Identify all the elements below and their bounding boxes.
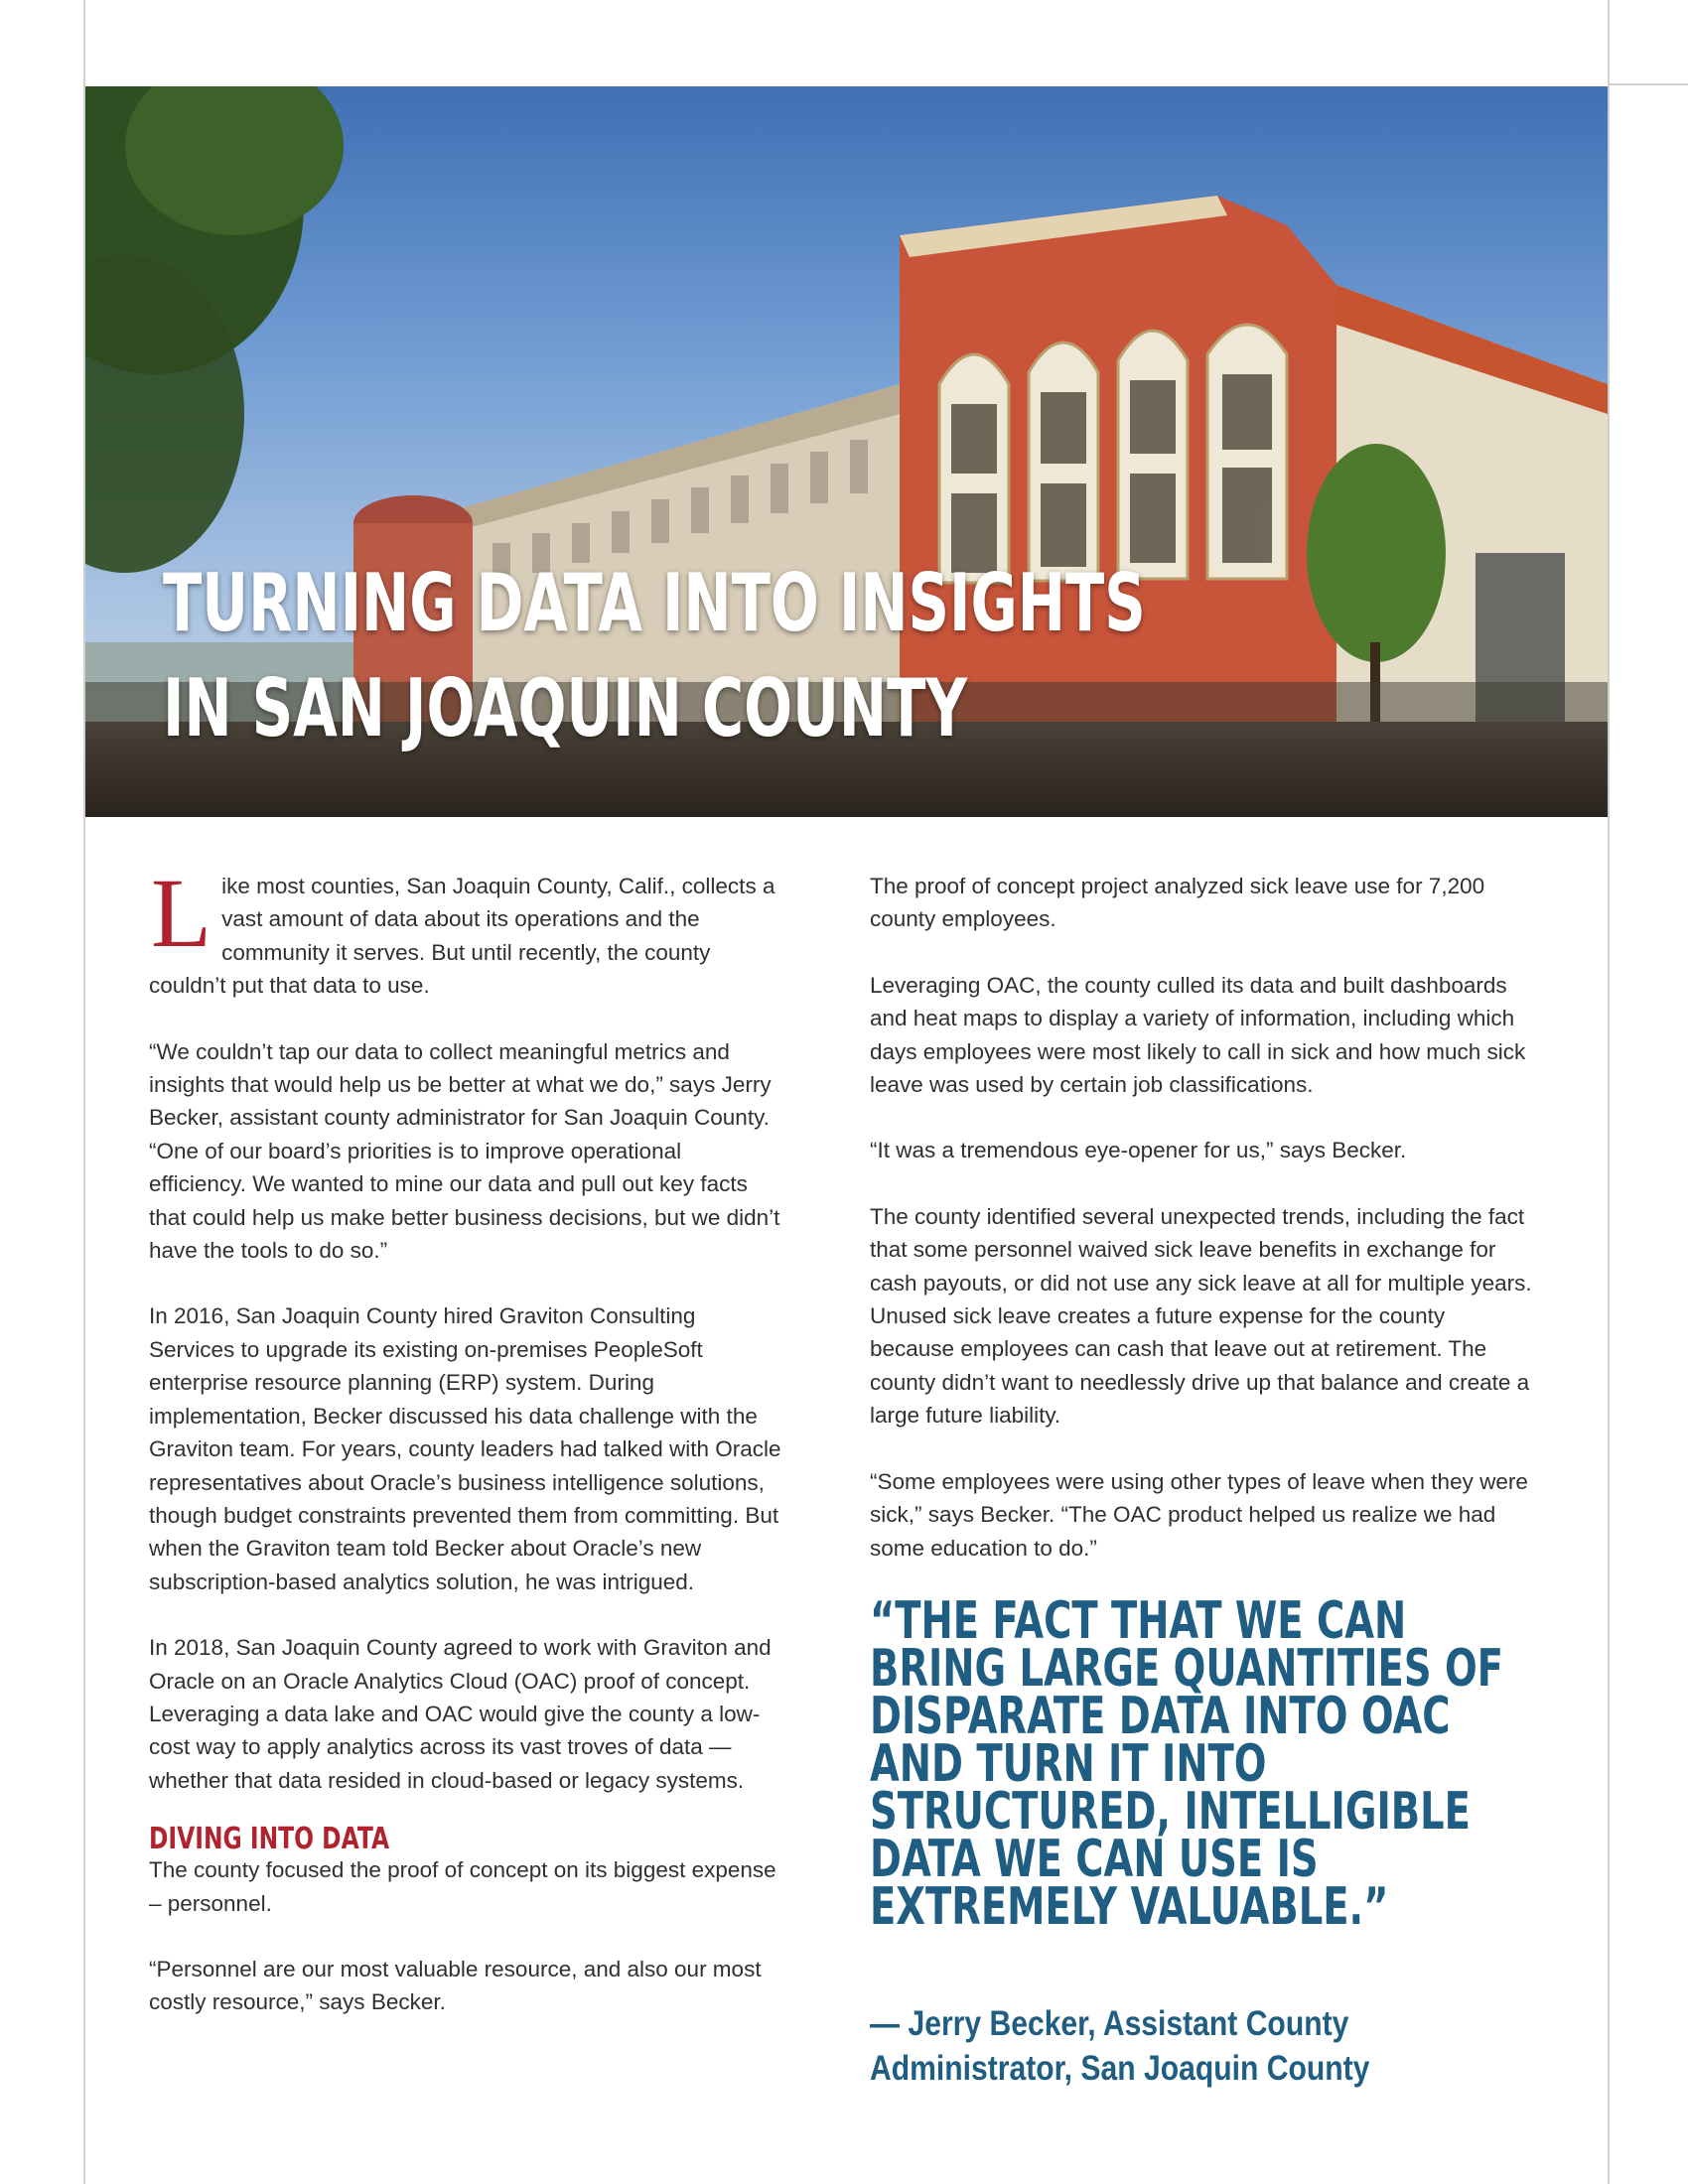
left-column [149, 858, 784, 2052]
intro-text: ike most counties, San Joaquin County, Calif., collects a vast amount of data about its operations and the community it serves. But until recently, the county couldn’t put that data to use. [149, 874, 775, 999]
body-paragraph: “Personnel are our most valuable resource, and also our most costly resource,” says Becker. [149, 1956, 762, 2015]
body-paragraph: “Some employees were using other types of leave when they were sick,” says Becker. “The OAC product helped us realize we had some education to do.” [870, 1468, 1528, 1561]
body-paragraph: In 2016, San Joaquin County hired Graviton Consulting Services to upgrade its existing on-premises PeopleSoft enterprise resource planning (ERP) system. During implementation, Becker discussed his data challenge with the Graviton team. For years, county leaders had talked with Oracle representatives about Oracle’s business intelligence solutions, though budget constraints prevented them from committing. But when the Graviton team told Becker about Oracle’s new subscription-based analytics solution, he was intrigued. [149, 1303, 781, 1594]
attribution-line-2: Administrator, San Joaquin County [870, 2049, 1370, 2088]
hero-image [85, 86, 1608, 817]
body-paragraph: Leveraging OAC, the county culled its data and built dashboards and heat maps to display a variety of information, including which days employees were most likely to call in sick and how much sick leave was used by certain job classifications. [870, 972, 1526, 1098]
body-paragraph: “It was a tremendous eye-opener for us,” says Becker. [870, 1138, 1407, 1163]
crop-mark-top-right [1608, 83, 1688, 85]
body-paragraph: The county focused the proof of concept on its biggest expense – personnel. [149, 1857, 776, 1916]
right-column [870, 870, 1535, 1937]
title-line-2: IN SAN JOAQUIN COUNTY [163, 662, 968, 754]
drop-cap: L [151, 858, 212, 968]
section-heading: DIVING INTO DATA [149, 1822, 390, 1857]
pull-quote: “THE FACT THAT WE CAN BRING LARGE QUANTITIES OF DISPARATE DATA INTO OAC AND TURN IT INTO STRUCTURED, INTELLIGIBLE DATA WE CAN USE IS EXTREMELY VALUABLE.” [870, 1590, 1503, 1937]
attribution-line-1: — Jerry Becker, Assistant County [870, 2004, 1349, 2043]
crop-mark-right [1608, 0, 1610, 2184]
body-paragraph: The proof of concept project analyzed sick leave use for 7,200 county employees. [870, 874, 1485, 932]
title-line-1: TURNING DATA INTO INSIGHTS [163, 557, 1146, 649]
body-paragraph: The county identified several unexpected trends, including the fact that some personnel waived sick leave benefits in exchange for cash payouts, or did not use any sick leave at all for multiple years. Unused sick leave creates a future expense for the county because employees can cash that leave out at retirement. The county didn’t want to needlessly drive up that balance and create a large future liability. [870, 1203, 1532, 1429]
page-title [163, 551, 1146, 761]
body-paragraph: “We couldn’t tap our data to collect meaningful metrics and insights that would help us be better at what we do,” says Jerry Becker, assistant county administrator for San Joaquin County. “One of our board’s priorities is to improve operational efficiency. We wanted to mine our data and pull out key facts that could help us make better business decisions, but we didn’t have the tools to do so.” [149, 1038, 780, 1264]
intro-paragraph [149, 858, 784, 1003]
body-paragraph: In 2018, San Joaquin County agreed to work with Graviton and Oracle on an Oracle Analytics Cloud (OAC) proof of concept. Leveraging a data lake and OAC would give the county a low-cost way to apply analytics across its vast troves of data — whether that data resided in cloud-based or legacy systems. [149, 1635, 772, 1793]
quote-attribution [870, 2001, 1369, 2091]
